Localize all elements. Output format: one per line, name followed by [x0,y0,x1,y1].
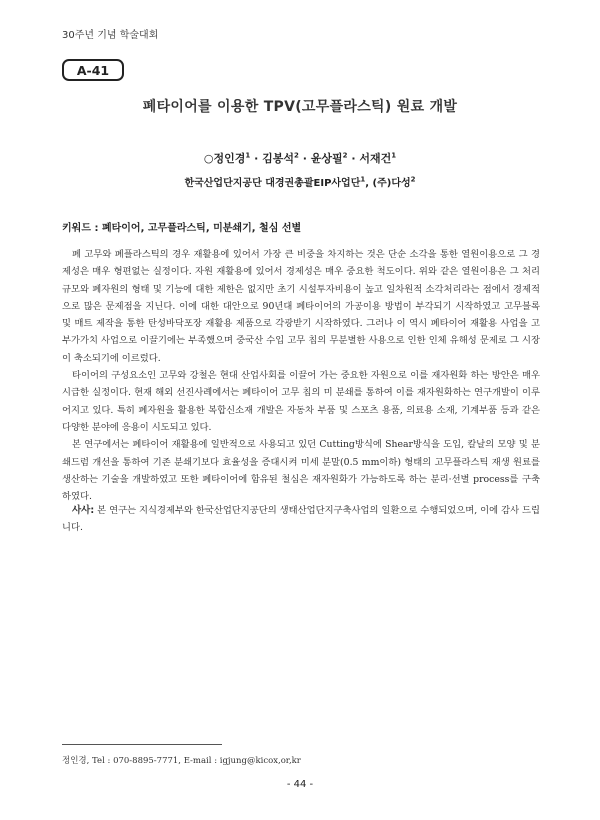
body-paragraph-1: 폐 고무와 폐플라스틱의 경우 재활용에 있어서 가장 큰 비중을 차지하는 것은 단순 소각을 통한 열원이용으로 그 경제성은 매우 형편없는 실정이다. 자원 재활용에 있어서 경제성은 매우 중요한 척도이다. 위와 같은 열원이용은 그 처리규모와 폐자원의 형태 및 기능에 대한 제한은 없지만 초기 시설투자비용이 높고 일차원적 소각처리라는 점에서 경제적으로 많은 문제점을 지닌다. 이에 대한 대안으로 90년대 폐타이어의 가공이용 방법이 부각되기 시작하였고 고무블록 및 매트 제작을 통한 탄성바닥포장 재활용 제품으로 각광받기 시작하였다. 그러나 이 역시 폐타이어 재활용 사업을 고부가가치 사업으로 이끌기에는 부족했으며 중국산 수입 고무 칩의 무분별한 사용으로 인한 인체 유해성 문제로 그 시장이 축소되기에 이르렀다. [62,249,540,364]
conference-header: 30주년 기념 학술대회 [62,30,159,41]
presenter-mark: ○ [203,152,214,165]
contact-footnote: 정인경, Tel : 070-8895-7771, E-mail : igjung@kicox,or,kr [62,756,301,766]
author [262,152,299,165]
abstract-body [62,246,540,505]
author [359,152,396,165]
author-affiliation-index: 1 [391,151,397,160]
author-name: 서재건 [359,152,392,165]
author-affiliation-index: 2 [342,151,348,160]
footnote-divider [62,744,222,745]
acknowledgement [62,502,540,537]
author-name: 윤상필 [310,152,343,165]
affiliation-2: (주)다성 [372,178,411,189]
acknowledgement-label: 사사: [72,505,95,516]
author-line [0,150,600,166]
keywords-line [62,219,301,234]
body-paragraph-2: 타이어의 구성요소인 고무와 강철은 현대 산업사회를 이끌어 가는 중요한 자원으로 이를 재자원화 하는 방안은 매우 시급한 실정이다. 현재 해외 선진사례에서는 폐타이어 고무 칩의 미 분쇄를 통하여 이를 재자원화하는 연구개발이 이루어지고 있다. 특히 폐자원을 활용한 복합신소재 개발은 자동차 부품 및 스포츠 용품, 의료용 소재, 기계부품 등과 같은 다양한 분야에 응용이 시도되고 있다. [62,370,540,433]
author [311,152,348,165]
affiliation-separator: , [365,178,373,189]
page-number: - 44 - [286,779,314,790]
author-name: 정인경 [213,152,246,165]
affiliation-line [0,174,600,189]
author-separator: · [302,152,307,165]
author-separator: · [254,152,259,165]
body-paragraph-3: 본 연구에서는 폐타이어 재활용에 일반적으로 사용되고 있던 Cutting방식에 Shear방식을 도입, 칼날의 모양 및 분쇄드럼 개선을 통하여 기존 분쇄기보다 효율성을 증대시켜 미세 분말(0.5 mm이하) 형태의 고무플라스틱 재생 원료를 생산하는 기술을 개발하였고 또한 폐타이어에 함유된 철심은 재자원화가 가능하도록 하는 분리·선별 process를 구축하였다. [62,439,540,503]
paper-title: 폐타이어를 이용한 TPV(고무플라스틱) 원료 개발 [142,99,458,115]
author-affiliation-index: 1 [245,151,251,160]
author-separator: · [351,152,356,165]
affiliation-1-index: 1 [360,175,366,184]
abstract-id-badge: A-41 [62,59,124,81]
keywords-values: 폐타이어, 고무플라스틱, 미분쇄기, 철심 선별 [101,223,302,234]
author [213,152,250,165]
affiliation-2-index: 2 [410,175,416,184]
acknowledgement-text: 본 연구는 지식경제부와 한국산업단지공단의 생태산업단지구축사업의 일환으로 수행되었으며, 이에 감사 드립니다. [62,505,540,534]
author-name: 김봉석 [262,152,294,165]
keywords-label: 키워드 : [62,223,99,234]
affiliation-1: 한국산업단지공단 대경권총괄EIP사업단 [184,178,361,189]
author-affiliation-index: 2 [293,151,299,160]
